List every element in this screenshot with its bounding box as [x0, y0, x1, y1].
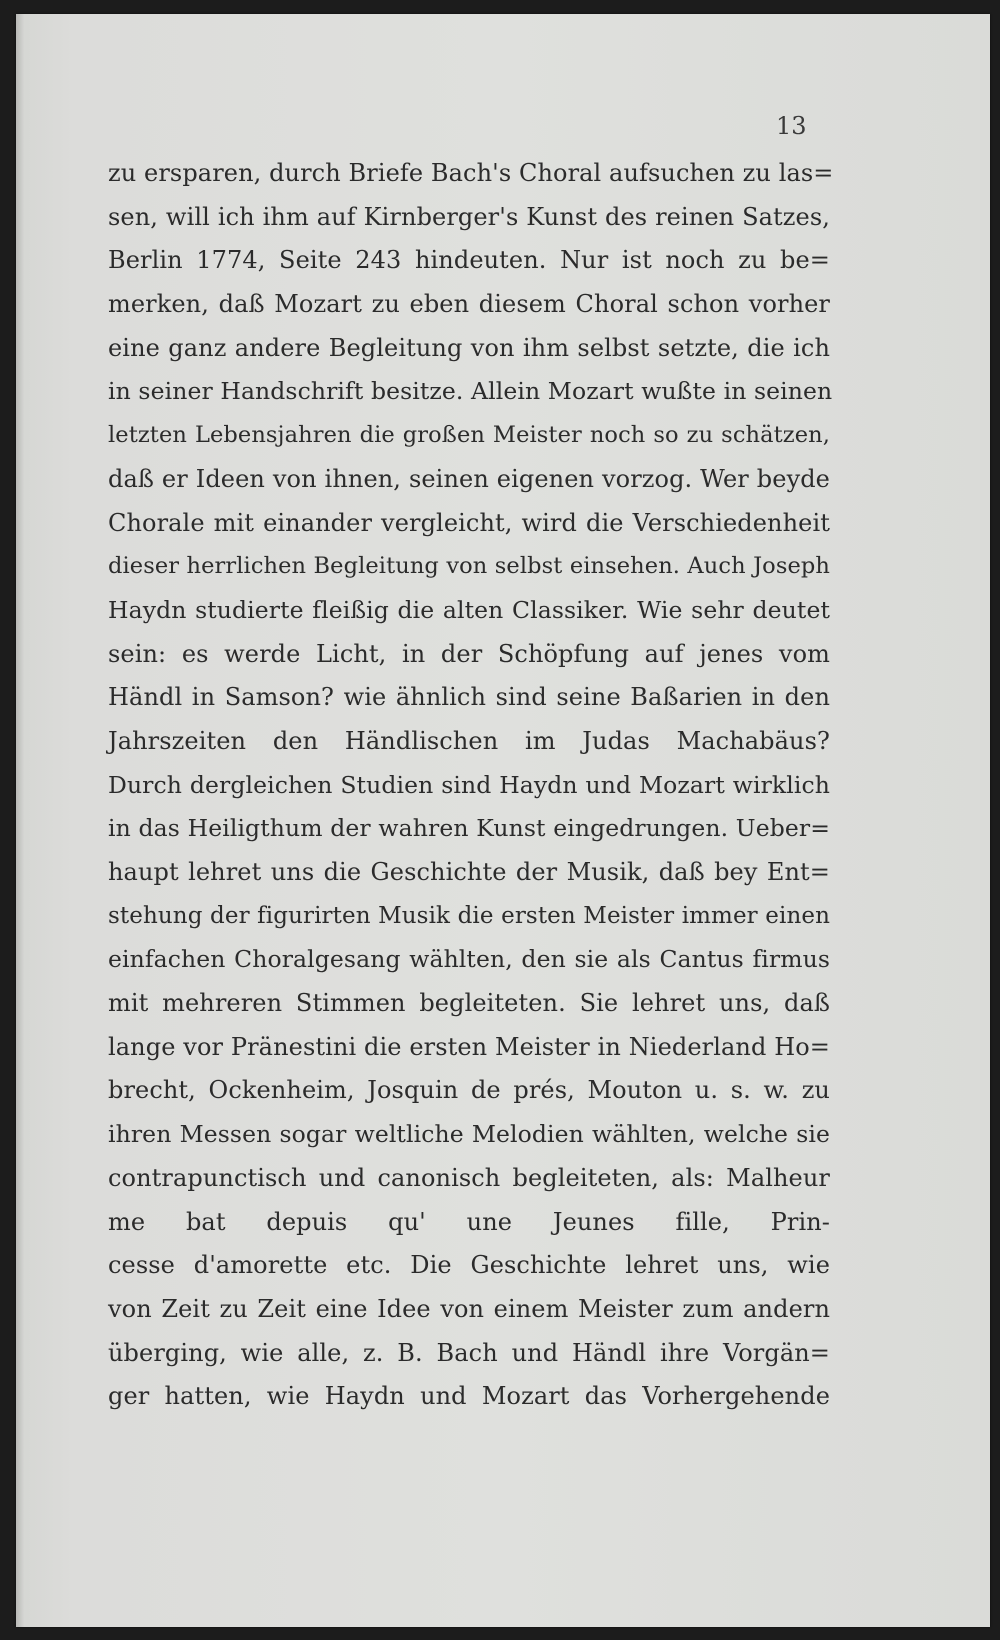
text-line: in das Heiligthum der wahren Kunst eingedrungen. Ueber= — [108, 814, 830, 843]
text-line: stehung der figurirten Musik die ersten Meister immer einen — [108, 902, 830, 929]
text-line: sein: es werde Licht, in der Schöpfung auf jenes vom — [108, 639, 830, 668]
text-line: brecht, Ockenheim, Josquin de prés, Mouton u. s. w. zu — [108, 1076, 830, 1105]
text-line: überging, wie alle, z. B. Bach und Händl ihre Vorgän= — [108, 1338, 830, 1367]
text-line: in seiner Handschrift besitze. Allein Mozart wußte in seinen — [108, 377, 833, 406]
text-line: sen, will ich ihm auf Kirnberger's Kunst des reinen Satzes, — [108, 202, 830, 231]
text-line: daß er Ideen von ihnen, seinen eigenen vorzog. Wer beyde — [108, 464, 830, 493]
text-line: von Zeit zu Zeit eine Idee von einem Meister zum andern — [108, 1294, 830, 1323]
text-line: zu ersparen, durch Briefe Bach's Choral aufsuchen zu las= — [108, 159, 834, 187]
text-line: merken, daß Mozart zu eben diesem Choral schon vorher — [108, 290, 830, 319]
text-line: me bat depuis qu' une Jeunes fille, Prin- — [108, 1207, 830, 1236]
page-body-text — [108, 152, 834, 1419]
text-line: Händl in Samson? wie ähnlich sind seine Baßarien in den — [108, 683, 830, 712]
text-line: Haydn studierte fleißig die alten Classiker. Wie sehr deutet — [108, 595, 830, 624]
text-line: Jahrszeiten den Händlischen im Judas Machabäus? — [108, 726, 830, 755]
text-line: dieser herrlichen Begleitung von selbst einsehen. Auch Joseph — [108, 553, 830, 580]
text-line: haupt lehret uns die Geschichte der Musik, daß bey Ent= — [108, 858, 830, 886]
text-line: eine ganz andere Begleitung von ihm selbst setzte, die ich — [108, 333, 830, 362]
text-line: cesse d'amorette etc. Die Geschichte lehret uns, wie — [108, 1251, 830, 1280]
text-line: letzten Lebensjahren die großen Meister noch so zu schätzen, — [108, 422, 830, 449]
text-line: lange vor Pränestini die ersten Meister in Niederland Ho= — [108, 1032, 830, 1061]
text-line: Chorale mit einander vergleicht, wird die Verschiedenheit — [108, 508, 830, 537]
text-line: einfachen Choralgesang wählten, den sie als Cantus firmus — [108, 945, 830, 974]
text-line: Berlin 1774, Seite 243 hindeuten. Nur ist noch zu be= — [108, 246, 830, 275]
text-line: contrapunctisch und canonisch begleiteten, als: Malheur — [108, 1163, 830, 1192]
text-line: ger hatten, wie Haydn und Mozart das Vorhergehende — [108, 1382, 830, 1411]
text-line: Durch dergleichen Studien sind Haydn und Mozart wirklich — [108, 770, 830, 799]
page-number: 13 — [776, 112, 807, 140]
page-gutter-edge — [16, 14, 24, 1627]
text-line: mit mehreren Stimmen begleiteten. Sie lehret uns, daß — [108, 989, 830, 1018]
text-line: ihren Messen sogar weltliche Melodien wählten, welche sie — [108, 1120, 830, 1149]
